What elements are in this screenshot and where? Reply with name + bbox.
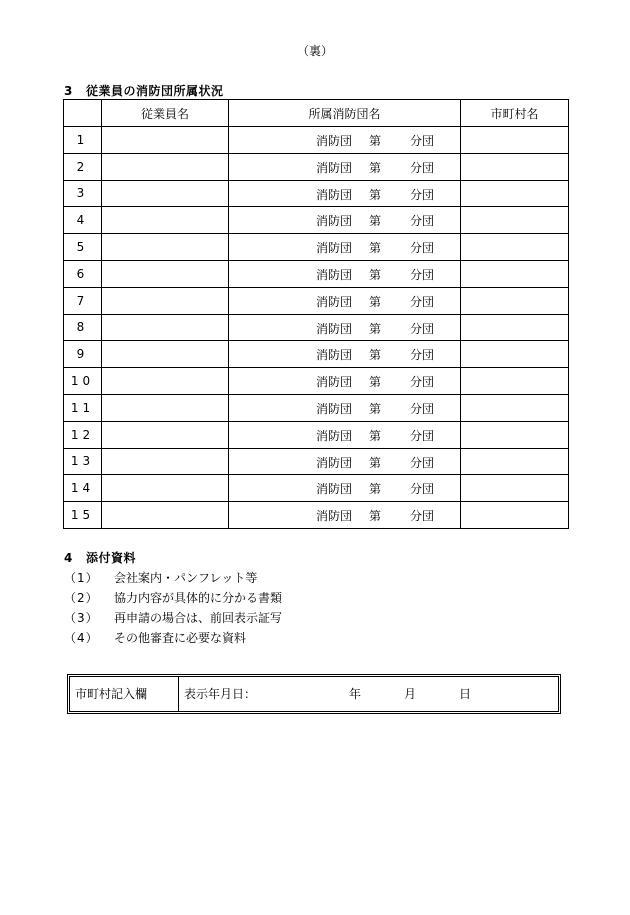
section-4-title: 添付資料 bbox=[86, 551, 137, 565]
brigade-label: 消防団 bbox=[316, 375, 353, 390]
table-row bbox=[64, 475, 569, 502]
table-row bbox=[64, 341, 569, 368]
row-number: 4 bbox=[64, 207, 102, 234]
table-row bbox=[64, 502, 569, 529]
table-row bbox=[64, 314, 569, 341]
bunnan-label: 分団 bbox=[410, 321, 435, 336]
employee-name-cell[interactable] bbox=[102, 502, 229, 529]
employee-name-cell[interactable] bbox=[102, 234, 229, 261]
employee-name-cell[interactable] bbox=[102, 421, 229, 448]
table-row bbox=[64, 180, 569, 207]
municipality-cell[interactable] bbox=[461, 475, 569, 502]
header-employee-name: 従業員名 bbox=[102, 100, 229, 127]
row-number: 13 bbox=[64, 448, 102, 475]
municipality-cell[interactable] bbox=[461, 421, 569, 448]
brigade-label: 消防団 bbox=[316, 348, 353, 363]
header-fire-brigade: 所属消防団名 bbox=[229, 100, 461, 127]
employee-name-cell[interactable] bbox=[102, 448, 229, 475]
municipality-entry-label: 市町村記入欄 bbox=[75, 677, 179, 711]
attachment-item bbox=[64, 629, 282, 649]
table-row bbox=[64, 207, 569, 234]
fire-brigade-cell[interactable] bbox=[229, 180, 461, 207]
employee-name-cell[interactable] bbox=[102, 127, 229, 154]
table-row bbox=[64, 127, 569, 154]
fire-brigade-cell[interactable] bbox=[229, 502, 461, 529]
table-row bbox=[64, 448, 569, 475]
row-number: 15 bbox=[64, 502, 102, 529]
section-4-number: 4 bbox=[64, 551, 73, 565]
fire-brigade-cell[interactable] bbox=[229, 127, 461, 154]
page-label: （裏） bbox=[296, 44, 333, 58]
row-number: 7 bbox=[64, 287, 102, 314]
employee-name-cell[interactable] bbox=[102, 314, 229, 341]
section-3-heading bbox=[64, 82, 224, 99]
header-number bbox=[64, 100, 102, 127]
brigade-label: 消防団 bbox=[316, 241, 353, 256]
row-number: 8 bbox=[64, 314, 102, 341]
employee-name-cell[interactable] bbox=[102, 394, 229, 421]
fire-brigade-cell[interactable] bbox=[229, 394, 461, 421]
dai-label: 第 bbox=[369, 375, 382, 390]
municipality-cell[interactable] bbox=[461, 314, 569, 341]
fire-brigade-cell[interactable] bbox=[229, 314, 461, 341]
attachment-item bbox=[64, 569, 282, 589]
bunnan-label: 分団 bbox=[410, 241, 435, 256]
dai-label: 第 bbox=[369, 401, 382, 416]
day-label: 日 bbox=[459, 687, 472, 701]
row-number: 12 bbox=[64, 421, 102, 448]
attachment-text: 会社案内・パンフレット等 bbox=[114, 571, 258, 585]
row-number: 2 bbox=[64, 153, 102, 180]
municipality-cell[interactable] bbox=[461, 341, 569, 368]
brigade-label: 消防団 bbox=[316, 455, 353, 470]
bunnan-label: 分団 bbox=[410, 294, 435, 309]
dai-label: 第 bbox=[369, 321, 382, 336]
bunnan-label: 分団 bbox=[410, 267, 435, 282]
dai-label: 第 bbox=[369, 455, 382, 470]
attachment-text: 再申請の場合は、前回表示証写 bbox=[114, 611, 283, 625]
dai-label: 第 bbox=[369, 348, 382, 363]
month-label: 月 bbox=[404, 687, 417, 701]
municipality-cell[interactable] bbox=[461, 394, 569, 421]
attachment-text: その他審査に必要な資料 bbox=[114, 631, 247, 645]
row-number: 5 bbox=[64, 234, 102, 261]
dai-label: 第 bbox=[369, 241, 382, 256]
municipality-cell[interactable] bbox=[461, 260, 569, 287]
row-number: 3 bbox=[64, 180, 102, 207]
bunnan-label: 分団 bbox=[410, 375, 435, 390]
attachment-item bbox=[64, 609, 282, 629]
bunnan-label: 分団 bbox=[410, 348, 435, 363]
attachment-list bbox=[64, 569, 282, 649]
brigade-label: 消防団 bbox=[316, 401, 353, 416]
fire-brigade-cell[interactable] bbox=[229, 475, 461, 502]
bunnan-label: 分団 bbox=[410, 401, 435, 416]
header-municipality: 市町村名 bbox=[461, 100, 569, 127]
fire-brigade-cell[interactable] bbox=[229, 207, 461, 234]
table-row bbox=[64, 394, 569, 421]
municipality-cell[interactable] bbox=[461, 502, 569, 529]
bunnan-label: 分団 bbox=[410, 482, 435, 497]
bunnan-label: 分団 bbox=[410, 428, 435, 443]
display-date-label: 表示年月日： bbox=[184, 687, 257, 701]
dai-label: 第 bbox=[369, 187, 382, 202]
employee-name-cell[interactable] bbox=[102, 260, 229, 287]
row-number: 9 bbox=[64, 341, 102, 368]
dai-label: 第 bbox=[369, 294, 382, 309]
row-number: 1 bbox=[64, 127, 102, 154]
attachment-item bbox=[64, 589, 282, 609]
bunnan-label: 分団 bbox=[410, 214, 435, 229]
brigade-label: 消防団 bbox=[316, 482, 353, 497]
employee-name-cell[interactable] bbox=[102, 287, 229, 314]
bunnan-label: 分団 bbox=[410, 509, 435, 524]
attachment-text: 協力内容が具体的に分かる書類 bbox=[114, 591, 283, 605]
attachment-number: （1） bbox=[64, 571, 99, 585]
affiliation-table bbox=[63, 99, 569, 529]
fire-brigade-cell[interactable] bbox=[229, 368, 461, 395]
row-number: 6 bbox=[64, 260, 102, 287]
dai-label: 第 bbox=[369, 428, 382, 443]
attachment-number: （4） bbox=[64, 631, 99, 645]
table-row bbox=[64, 153, 569, 180]
municipality-cell[interactable] bbox=[461, 448, 569, 475]
municipality-cell[interactable] bbox=[461, 127, 569, 154]
brigade-label: 消防団 bbox=[316, 214, 353, 229]
employee-name-cell[interactable] bbox=[102, 207, 229, 234]
brigade-label: 消防団 bbox=[316, 321, 353, 336]
row-number: 10 bbox=[64, 368, 102, 395]
municipality-cell[interactable] bbox=[461, 207, 569, 234]
fire-brigade-cell[interactable] bbox=[229, 448, 461, 475]
brigade-label: 消防団 bbox=[316, 187, 353, 202]
section-3-title: 従業員の消防団所属状況 bbox=[86, 84, 224, 98]
brigade-label: 消防団 bbox=[316, 428, 353, 443]
attachment-number: （3） bbox=[64, 611, 99, 625]
table-row bbox=[64, 260, 569, 287]
bunnan-label: 分団 bbox=[410, 160, 435, 175]
fire-brigade-cell[interactable] bbox=[229, 234, 461, 261]
row-number: 11 bbox=[64, 394, 102, 421]
municipality-entry-box bbox=[67, 674, 561, 714]
section-3-number: 3 bbox=[64, 84, 73, 98]
municipality-cell[interactable] bbox=[461, 180, 569, 207]
employee-name-cell[interactable] bbox=[102, 153, 229, 180]
dai-label: 第 bbox=[369, 267, 382, 282]
table-row bbox=[64, 368, 569, 395]
employee-name-cell[interactable] bbox=[102, 180, 229, 207]
brigade-label: 消防団 bbox=[316, 509, 353, 524]
table-row bbox=[64, 287, 569, 314]
employee-name-cell[interactable] bbox=[102, 341, 229, 368]
dai-label: 第 bbox=[369, 160, 382, 175]
fire-brigade-cell[interactable] bbox=[229, 287, 461, 314]
fire-brigade-cell[interactable] bbox=[229, 153, 461, 180]
municipality-cell[interactable] bbox=[461, 234, 569, 261]
bunnan-label: 分団 bbox=[410, 134, 435, 148]
municipality-cell[interactable] bbox=[461, 153, 569, 180]
brigade-label: 消防団 bbox=[316, 294, 353, 309]
dai-label: 第 bbox=[369, 509, 382, 524]
dai-label: 第 bbox=[369, 214, 382, 229]
brigade-label: 消防団 bbox=[316, 267, 353, 282]
year-label: 年 bbox=[349, 687, 362, 701]
row-number: 14 bbox=[64, 475, 102, 502]
fire-brigade-cell[interactable] bbox=[229, 341, 461, 368]
bunnan-label: 分団 bbox=[410, 187, 435, 202]
dai-label: 第 bbox=[369, 482, 382, 497]
bunnan-label: 分団 bbox=[410, 455, 435, 470]
fire-brigade-cell[interactable] bbox=[229, 421, 461, 448]
section-4-heading bbox=[64, 549, 136, 566]
table-row bbox=[64, 421, 569, 448]
table-header-row bbox=[64, 100, 569, 127]
brigade-label: 消防団 bbox=[316, 134, 353, 148]
employee-name-cell[interactable] bbox=[102, 368, 229, 395]
attachment-number: （2） bbox=[64, 591, 99, 605]
municipality-cell[interactable] bbox=[461, 368, 569, 395]
municipality-cell[interactable] bbox=[461, 287, 569, 314]
brigade-label: 消防団 bbox=[316, 160, 353, 175]
table-row bbox=[64, 234, 569, 261]
dai-label: 第 bbox=[369, 134, 382, 148]
employee-name-cell[interactable] bbox=[102, 475, 229, 502]
fire-brigade-cell[interactable] bbox=[229, 260, 461, 287]
